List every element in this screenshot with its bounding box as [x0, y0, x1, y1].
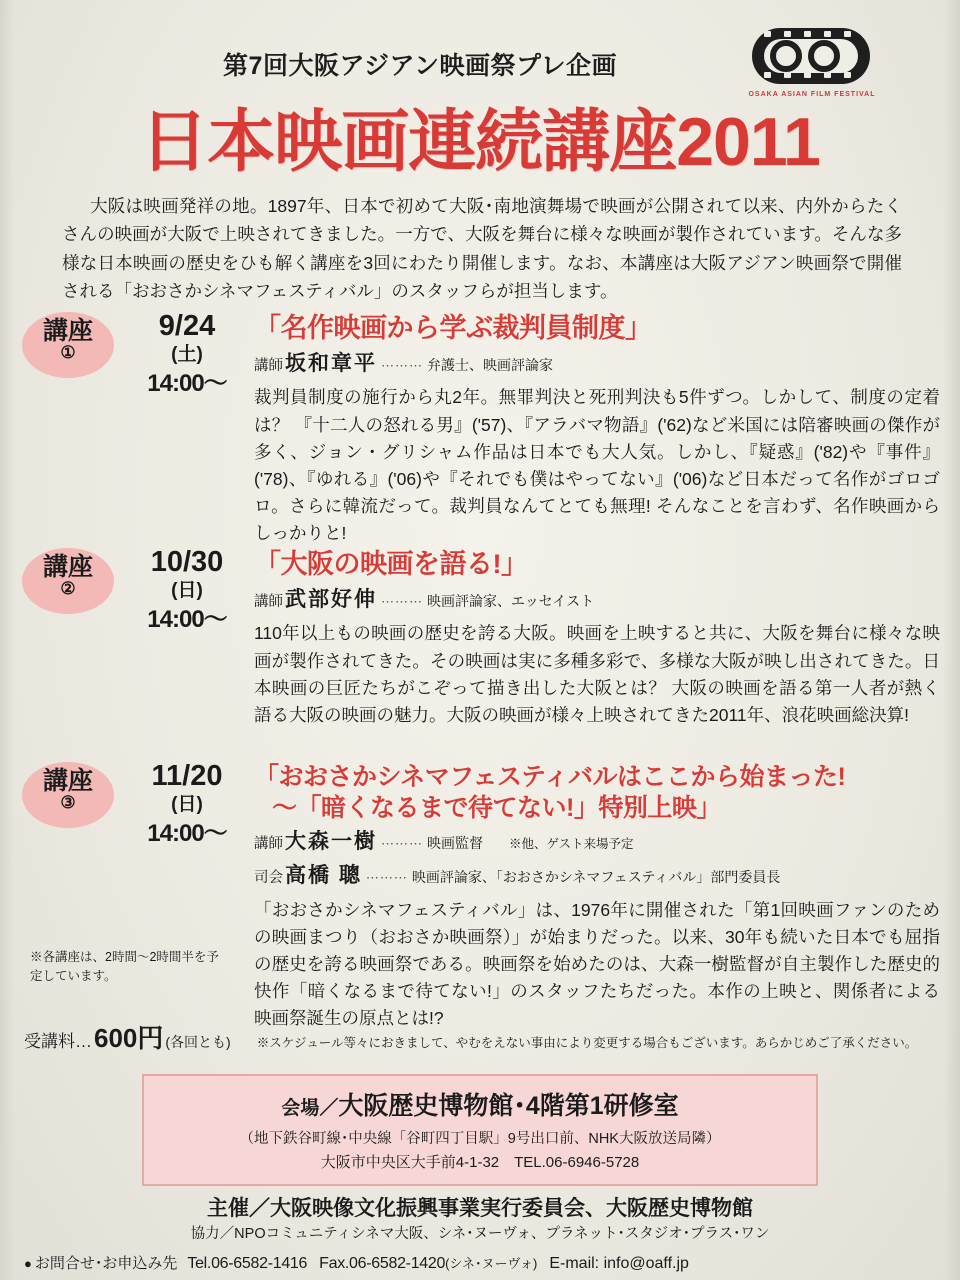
venue-name: 大阪歴史博物館･4階第1研修室 — [338, 1092, 679, 1120]
bullet-icon: ● — [24, 1256, 32, 1271]
fee-each-note: (各回とも) — [165, 1034, 231, 1050]
session-schedule — [126, 762, 248, 848]
session-schedule — [126, 312, 248, 398]
session-weekday: (日) — [171, 580, 203, 601]
contact-fax: Fax.06-6582-1420 — [319, 1255, 446, 1272]
session-time: 14:00〜 — [147, 605, 227, 633]
logo-perforation — [844, 72, 851, 78]
session-time: 14:00〜 — [147, 819, 227, 847]
credit-dots: ⋯⋯⋯ — [381, 357, 423, 373]
credit-person: 高橋 聰 — [285, 864, 362, 888]
credit-role: 司会 — [254, 870, 283, 887]
credit-person: 大森一樹 — [285, 830, 377, 853]
session-description: 110年以上もの映画の歴史を誇る大阪。映画を上映すると共に、大阪を舞台に様々な映画が製作されてきた。その映画は実に多種多彩で、多様な大阪が映し出されてきた。日本映画の巨匠たちがこぞって描き出した大阪とは？ 大阪の映画を語る第一人者が熱く語る大阪の映画の魅力。大阪の映画が様々上映されてきた2011年、浪花映画総決算! — [254, 623, 940, 725]
fee-label: 受講料… — [24, 1032, 92, 1051]
duration-footnote: ※各講座は、2時間〜2時間半を予定しています。 — [30, 950, 219, 983]
session-schedule — [126, 548, 248, 634]
schedule-change-note: ※スケジュール等々におきまして、やむをえない事由により変更する場合もございます。あらかじめご了承ください。 — [256, 1036, 918, 1050]
logo-perforation — [824, 31, 831, 37]
session-weekday: (日) — [171, 794, 203, 815]
session-badge-label: 講座 — [42, 317, 93, 345]
logo-perforation — [764, 31, 771, 37]
credit-dots: ⋯⋯⋯ — [381, 593, 423, 609]
session-body — [254, 548, 940, 729]
session-badge — [22, 548, 114, 614]
session-body — [254, 762, 940, 1033]
logo-caption: OSAKA ASIAN FILM FESTIVAL — [748, 91, 876, 98]
session-title-main: 「おおさかシネマフェスティバルはここから始まった! — [254, 763, 846, 791]
credit-job: 弁護士、映画評論家 — [427, 356, 553, 373]
session-title-sub: 〜「暗くなるまで待てない!」特別上映」 — [272, 793, 721, 822]
credit-dots: ⋯⋯⋯ — [365, 870, 408, 886]
session-title — [254, 762, 940, 823]
paper-edge-left — [0, 0, 14, 1280]
credit-person: 坂和章平 — [285, 351, 377, 375]
venue-box — [142, 1074, 818, 1186]
logo-perforation — [784, 31, 791, 37]
organizer-line: 主催／大阪映像文化振興事業実行委員会、大阪歴史博物館 — [207, 1197, 753, 1220]
logo-circle-icon — [770, 40, 802, 72]
session-time: 14:00〜 — [147, 369, 227, 397]
logo-perforation — [804, 31, 811, 37]
contact-line — [24, 1252, 936, 1273]
session-description: 「おおさかシネマフェスティバル」は、1976年に開催された「第1回映画ファンのための映画まつり（おおさか映画祭）」が始まりだった。以来、30年も続いた日本でも屈指の歴史を誇る映画祭である。映画祭を始めたのは、大森一樹監督が自主製作した歴史的快作「暗くなるまで待てない!」のスタッフたちだった。本作の上映と、関係者による映画祭誕生の原点とは!? — [254, 899, 940, 1029]
pre-title: 第7回大阪アジアン映画祭プレ企画 — [223, 52, 617, 80]
venue-address: 大阪市中央区大手前4-1-32 TEL.06-6946-5728 — [320, 1154, 640, 1171]
session-badge-number: ③ — [60, 793, 76, 813]
contact-tel: Tel.06-6582-1416 — [187, 1255, 308, 1272]
session-date: 9/24 — [158, 310, 216, 342]
credit-role: 講師 — [254, 593, 283, 610]
intro-paragraph: 大阪は映画発祥の地。1897年、日本で初めて大阪･南地演舞場で映画が公開されて以来、内外からたくさんの映画が大阪で上映されてきました。一方で、大阪を舞台に様々な映画が製作されています。そんな多様な日本映画の歴史をひも解く講座を3回にわたり開催します。なお、本講座は大阪アジアン映画祭で開催される「おおさかシネマフェスティバル」のスタッフらが担当します。 — [62, 196, 902, 302]
session-badge — [22, 762, 114, 828]
venue-label: 会場／ — [281, 1098, 339, 1119]
logo-perforation — [764, 72, 771, 78]
session-credits — [254, 827, 940, 857]
session-date: 11/20 — [151, 760, 223, 792]
session-credits — [254, 585, 940, 615]
credit-role: 講師 — [254, 836, 283, 852]
cooperation-line: 協力／NPOコミュニティシネマ大阪、シネ･ヌーヴォ、プラネット･スタジオ･プラス･ワン — [190, 1226, 770, 1242]
venue-access: （地下鉄谷町線･中央線「谷町四丁目駅」9号出口前、NHK大阪放送局隣） — [239, 1131, 721, 1147]
logo-graphic — [750, 26, 874, 88]
session-badge-label: 講座 — [42, 553, 93, 581]
credit-role: 講師 — [254, 357, 283, 374]
session-badge-number: ① — [60, 343, 76, 363]
contact-email: E-mail: info@oaff.jp — [549, 1255, 689, 1272]
credit-dots: ⋯⋯⋯ — [381, 836, 423, 851]
page-title: 日本映画連続講座2011 — [140, 104, 820, 180]
credit-note: ※他、ゲスト来場予定 — [509, 837, 634, 851]
fee-row — [24, 1018, 924, 1055]
session-body — [254, 312, 940, 547]
contact-label: お問合せ･お申込み先 — [34, 1255, 178, 1272]
venue-title — [144, 1086, 816, 1122]
session-date: 10/30 — [150, 546, 224, 578]
session-badge-number: ② — [60, 579, 76, 599]
paper-edge-right — [944, 0, 960, 1280]
session-badge — [22, 312, 114, 378]
session-credits — [254, 349, 940, 379]
logo-circle-icon — [808, 40, 840, 72]
credit-job: 映画監督 — [427, 835, 483, 851]
logo-perforation — [844, 31, 851, 37]
session-title: 「名作映画から学ぶ裁判員制度」 — [254, 313, 652, 343]
credit-job: 映画評論家、エッセイスト — [427, 592, 595, 609]
session-badge-label: 講座 — [42, 767, 93, 795]
credit-person: 武部好伸 — [285, 587, 377, 611]
session-credits — [254, 861, 940, 891]
credit-job: 映画評論家、「おおさかシネマフェスティバル」部門委員長 — [411, 869, 781, 886]
fee-amount: 600円 — [94, 1023, 164, 1053]
session-weekday: (土) — [171, 344, 203, 365]
session-title: 「大阪の映画を語る!」 — [254, 549, 528, 579]
session-description: 裁判員制度の施行から丸2年。無罪判決と死刑判決も5件ずつ。しかして、制度の定着は？ 『十二人の怒れる男』('57)、『アラバマ物語』('62)など米国には陪審映画の傑作が多く、ジョン・グリシャム作品は日本でも大人気。しかし、『疑惑』('82)や『事件』('78)、『ゆれる』('06)や『それでも僕はやってない』('06)など日本だって名作がゴロゴロ。さらに韓流だって。裁判員なんてとても無理! そんなことを言わず、名作映画からしっかりと! — [254, 387, 940, 543]
contact-fax-owner: (シネ･ヌーヴォ) — [445, 1256, 538, 1271]
film-reel-logo-icon — [748, 26, 876, 108]
